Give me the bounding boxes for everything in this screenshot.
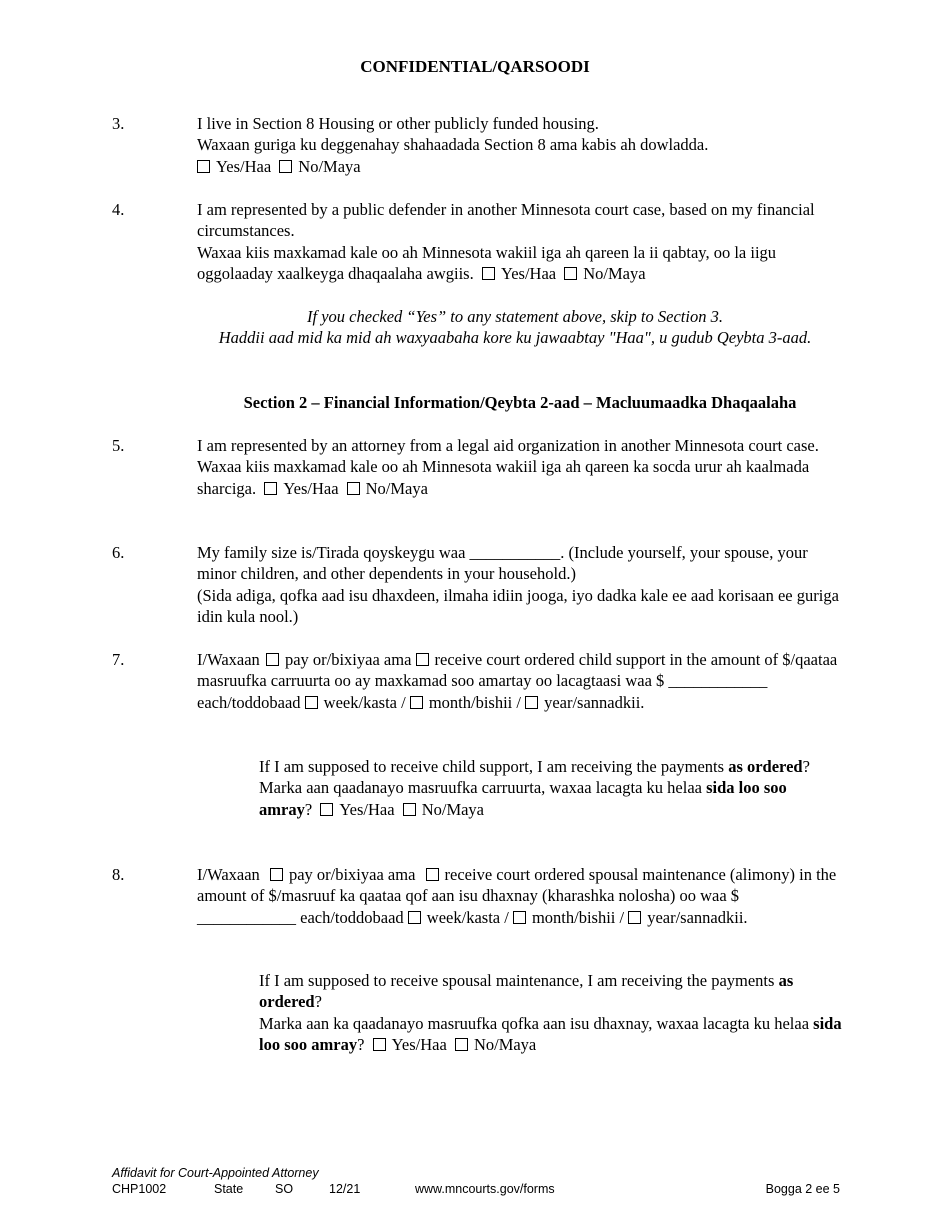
yes-checkbox[interactable]	[197, 160, 210, 173]
item-number: 5.	[112, 436, 125, 455]
no-checkbox[interactable]	[403, 803, 416, 816]
no-label: No/Maya	[421, 799, 485, 819]
pay-checkbox[interactable]	[270, 868, 283, 881]
question-mark: ?	[357, 1034, 365, 1054]
question-so-bold: sida loo soo amray	[259, 1013, 842, 1054]
year-checkbox[interactable]	[628, 911, 641, 924]
item-text-so: Waxaa kiis maxkamad kale oo ah Minnesota wakiil iga ah qareen ka socda urur ah kaalmada sharciga.	[197, 457, 810, 498]
no-checkbox[interactable]	[564, 267, 577, 280]
item-text-en: I live in Section 8 Housing or other publicly funded housing.	[197, 114, 599, 133]
skip-note	[195, 306, 835, 349]
no-label: No/Maya	[365, 478, 428, 498]
question-mark: ?	[304, 799, 313, 819]
question-en-bold: as ordered	[728, 757, 803, 776]
question-en: If I am supposed to receive spousal maintenance, I am receiving the payments	[259, 971, 775, 990]
question-mark: ?	[802, 757, 810, 776]
skip-note-so: Haddii aad mid ka mid ah waxyaabaha kore ku jawaabtay "Haa", u gudub Qeybta 3-aad.	[218, 328, 812, 348]
prefix-text: I/Waxaan	[197, 650, 260, 669]
yes-checkbox[interactable]	[320, 803, 333, 816]
item-8-question	[112, 970, 842, 1055]
item-3	[112, 113, 842, 177]
yes-checkbox[interactable]	[373, 1038, 386, 1051]
receive-text: receive court ordered spousal maintenance (alimony) in the amount of $/masruuf ka qaataa qof aan isu dhaxnay (kharashka nolosha) oo waa $ ____________ each/toddobaad	[197, 865, 837, 927]
item-number: 7.	[112, 650, 125, 669]
no-label: No/Maya	[583, 263, 646, 283]
pay-label: pay or/bixiyaa ama	[284, 650, 412, 669]
form-title: Affidavit for Court-Appointed Attorney	[112, 1166, 319, 1180]
item-text-en: I am represented by a public defender in another Minnesota court case, based on my financial circumstances.	[197, 200, 815, 241]
yes-checkbox[interactable]	[482, 267, 495, 280]
form-state: State	[214, 1182, 244, 1196]
yes-label: Yes/Haa	[391, 1034, 447, 1054]
question-en: If I am supposed to receive child support, I am receiving the payments	[259, 757, 725, 776]
yes-label: Yes/Haa	[283, 478, 339, 498]
no-checkbox[interactable]	[279, 160, 292, 173]
skip-note-en: If you checked “Yes” to any statement above, skip to Section 3.	[307, 307, 723, 326]
no-label: No/Maya	[473, 1034, 537, 1054]
question-mark: ?	[314, 992, 322, 1012]
week-checkbox[interactable]	[305, 696, 318, 709]
item-7	[112, 649, 842, 713]
receive-checkbox[interactable]	[426, 868, 439, 881]
item-6	[112, 542, 842, 627]
year-checkbox[interactable]	[525, 696, 538, 709]
month-checkbox[interactable]	[410, 696, 423, 709]
yes-label: Yes/Haa	[216, 156, 272, 176]
receive-text: receive court ordered child support in the amount of $/qaataa masruufka carruurta oo ay maxkamad soo amartay oo lacagtaasi waa $ ____________ each/toddobaad	[197, 650, 838, 712]
family-size-line: My family size is/Tirada qoyskeygu waa ___________. (Include yourself, your spouse, your minor children, and other dependents in your household.)	[197, 543, 808, 584]
item-text-en: I am represented by an attorney from a legal aid organization in another Minnesota court case.	[197, 436, 819, 455]
forms-url[interactable]: www.mncourts.gov/forms	[415, 1182, 555, 1196]
item-number: 3.	[112, 114, 125, 133]
question-so: Marka aan qaadanayo masruufka carruurta, waxaa lacagta ku helaa	[259, 778, 702, 798]
year-label: year/sannadkii.	[647, 907, 748, 927]
item-text-so: Waxaan guriga ku deggenahay shahaadada Section 8 ama kabis ah dowladda.	[197, 135, 709, 155]
yes-label: Yes/Haa	[339, 799, 395, 819]
item-4	[112, 199, 842, 284]
month-checkbox[interactable]	[513, 911, 526, 924]
question-so-bold: sida loo soo amray	[259, 778, 787, 819]
prefix-text: I/Waxaan	[197, 865, 260, 884]
footer	[112, 1165, 842, 1197]
form-language: SO	[275, 1182, 294, 1196]
yes-checkbox[interactable]	[264, 482, 277, 495]
item-8	[112, 864, 842, 928]
pay-checkbox[interactable]	[266, 653, 279, 666]
question-so: Marka aan ka qaadanayo masruufka qofka aan isu dhaxnay, waxaa lacagta ku helaa	[259, 1013, 810, 1033]
page-header: CONFIDENTIAL/QARSOODI	[360, 57, 590, 76]
item-number: 8.	[112, 865, 125, 884]
question-en-bold: as ordered	[259, 971, 794, 1012]
month-label: month/bishii /	[428, 692, 521, 712]
year-label: year/sannadkii.	[544, 692, 645, 712]
no-label: No/Maya	[298, 156, 361, 176]
item-5	[112, 435, 842, 499]
week-label: week/kasta /	[323, 692, 406, 712]
item-number: 4.	[112, 200, 125, 219]
month-label: month/bishii /	[531, 907, 625, 927]
no-checkbox[interactable]	[347, 482, 360, 495]
page-number: Bogga 2 ee 5	[765, 1182, 840, 1196]
item-number: 6.	[112, 543, 125, 562]
section-2-title: Section 2 – Financial Information/Qeybta 2-aad – Macluumaadka Dhaqaalaha	[243, 393, 797, 412]
week-checkbox[interactable]	[408, 911, 421, 924]
form-code: CHP1002	[112, 1182, 167, 1196]
item-text-so: (Sida adiga, qofka aad isu dhaxdeen, ilmaha idiin jooga, iyo dadka kale ee aad korisaan ee guriga idin kula nool.)	[197, 585, 839, 626]
receive-checkbox[interactable]	[416, 653, 429, 666]
form-date: 12/21	[329, 1182, 361, 1196]
yes-label: Yes/Haa	[500, 263, 557, 283]
week-label: week/kasta /	[426, 907, 509, 927]
item-text-so: Waxaa kiis maxkamad kale oo ah Minnesota wakiil iga ah qareen la ii qabtay, oo la iigu oggolaaday xaalkeyga dhaqaalaha awgiis.	[197, 242, 777, 283]
pay-label: pay or/bixiyaa ama	[288, 865, 416, 884]
no-checkbox[interactable]	[455, 1038, 468, 1051]
item-7-question	[112, 756, 842, 820]
